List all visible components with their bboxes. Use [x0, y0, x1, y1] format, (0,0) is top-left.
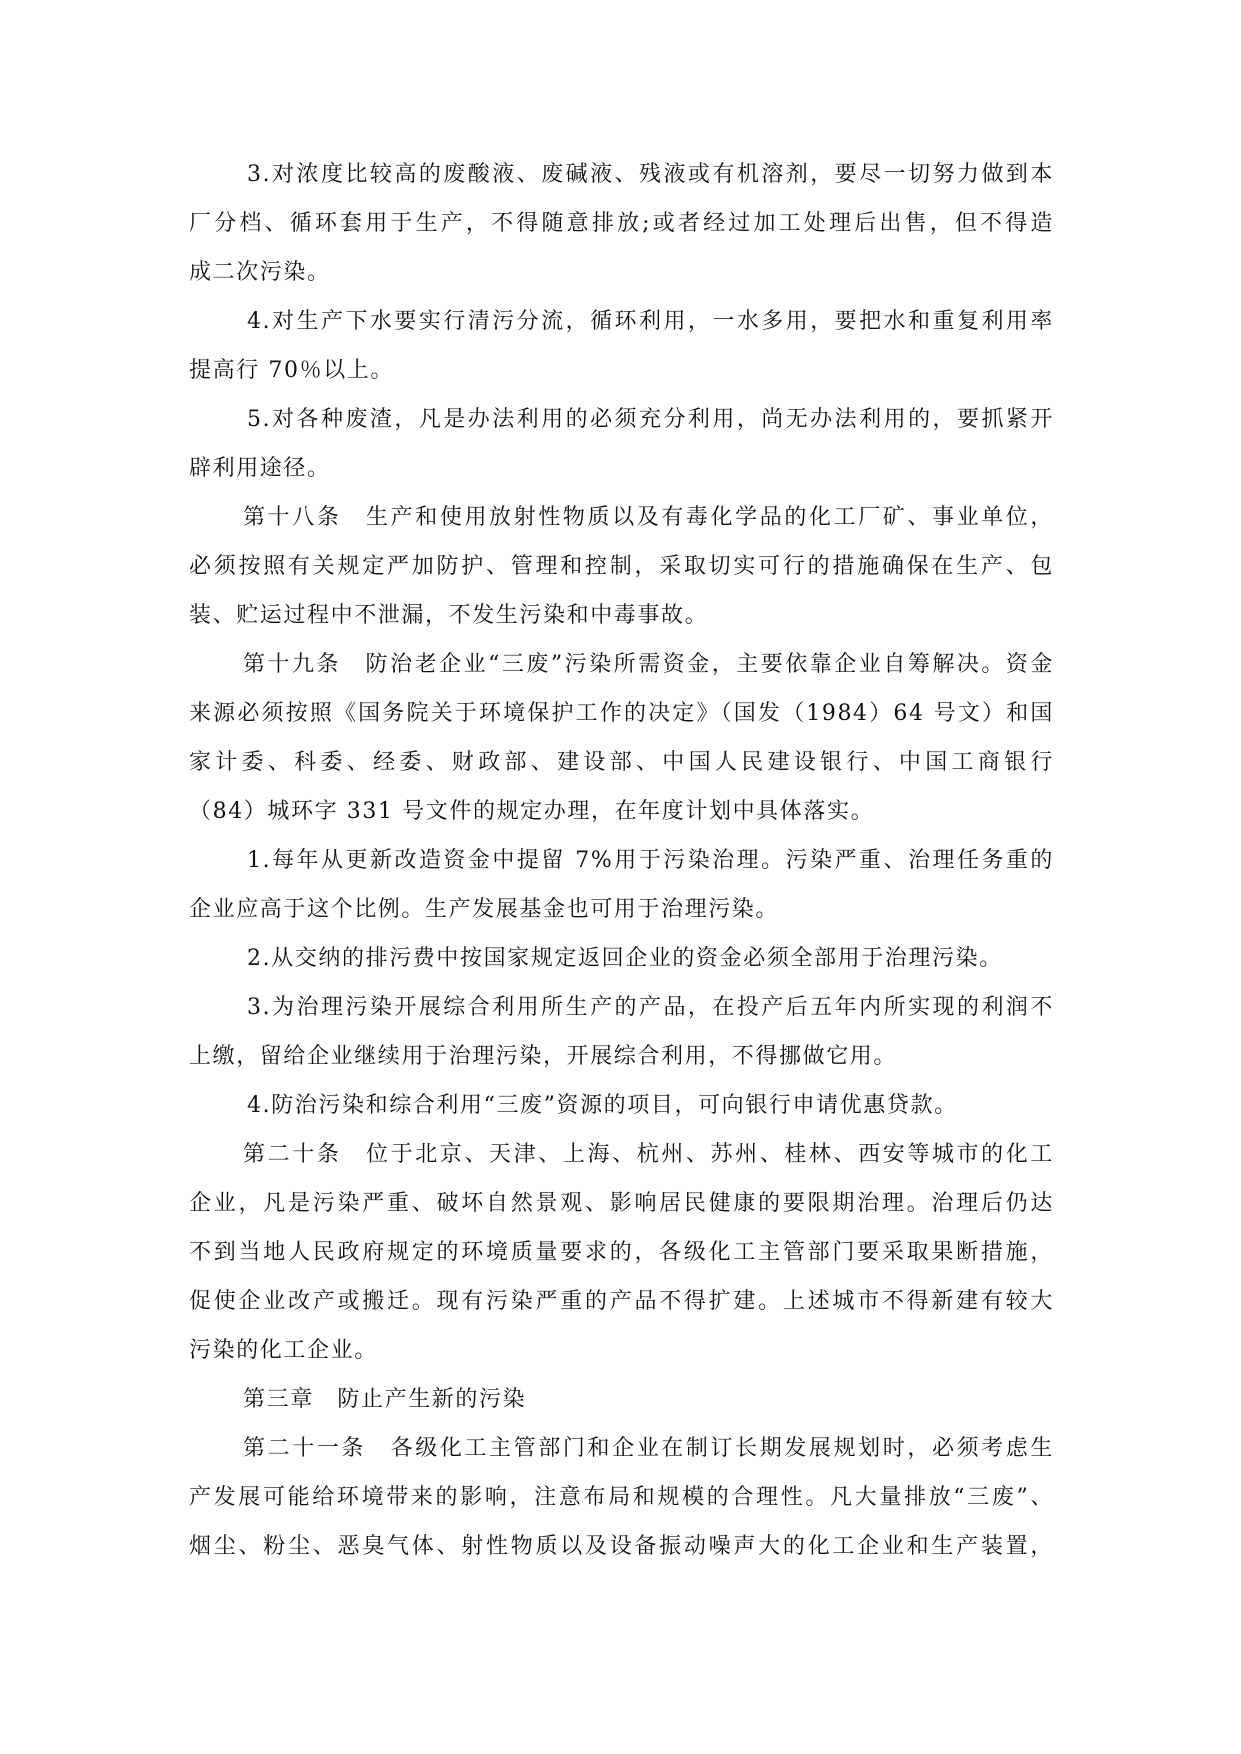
text-line: 4.防治污染和综合利用“三废”资源的项目，可向银行申请优惠贷款。: [247, 1093, 958, 1118]
text-line: 装、贮运过程中不泄漏，不发生污染和中毒事故。: [189, 603, 709, 628]
article-heading-line: 第二十条 位于北京、天津、上海、杭州、苏州、桂林、西安等城市的化工: [243, 1142, 1054, 1167]
text-line: 厂分档、循环套用于生产，不得随意排放;或者经过加工处理后出售，但不得造: [189, 211, 1054, 236]
article-heading-line: 第十九条 防治老企业“三废”污染所需资金，主要依靠企业自筹解决。资金: [243, 652, 1054, 677]
text-line: 促使企业改产或搬迁。现有污染严重的产品不得扩建。上述城市不得新建有较大: [189, 1289, 1054, 1314]
text-line: 3.为治理污染开展综合利用所生产的产品，在投产后五年内所实现的利润不: [247, 995, 1054, 1020]
text-line: 烟尘、粉尘、恶臭气体、射性物质以及设备振动噪声大的化工企业和生产装置，: [189, 1534, 1054, 1559]
text-line: 5.对各种废渣，凡是办法利用的必须充分利用，尚无办法利用的，要抓紧开: [247, 407, 1054, 432]
text-line: 1.每年从更新改造资金中提留 7%用于污染治理。污染严重、治理任务重的: [247, 848, 1054, 873]
text-line: 4.对生产下水要实行清污分流，循环利用，一水多用，要把水和重复利用率: [247, 309, 1054, 334]
text-line: 提高行 70％以上。: [189, 358, 394, 383]
text-line: 产发展可能给环境带来的影响，注意布局和规模的合理性。凡大量排放“三废”、: [189, 1485, 1054, 1510]
text-line: 不到当地人民政府规定的环境质量要求的，各级化工主管部门要采取果断措施，: [189, 1240, 1054, 1265]
text-line: 2.从交纳的排污费中按国家规定返回企业的资金必须全部用于治理污染。: [247, 946, 1003, 971]
text-line: 成二次污染。: [189, 260, 331, 285]
text-line: 辟利用途径。: [189, 456, 331, 481]
article-heading-line: 第二十一条 各级化工主管部门和企业在制订长期发展规划时，必须考虑生: [243, 1436, 1054, 1461]
text-line: 来源必须按照《国务院关于环境保护工作的决定》（国发（1984）64 号文）和国: [189, 701, 1054, 726]
text-line: 上缴，留给企业继续用于治理污染，开展综合利用，不得挪做它用。: [189, 1044, 898, 1069]
text-line: 污染的化工企业。: [189, 1338, 378, 1363]
chapter-heading: 第三章 防止产生新的污染: [243, 1387, 527, 1412]
article-heading-line: 第十八条 生产和使用放射性物质以及有毒化学品的化工厂矿、事业单位，: [243, 505, 1054, 530]
text-line: 企业应高于这个比例。生产发展基金也可用于治理污染。: [189, 897, 780, 922]
text-line: 企业，凡是污染严重、破坏自然景观、影响居民健康的要限期治理。治理后仍达: [189, 1191, 1054, 1216]
text-line: 家计委、科委、经委、财政部、建设部、中国人民建设银行、中国工商银行: [189, 750, 1054, 775]
text-line: 3.对浓度比较高的废酸液、废碱液、残液或有机溶剂，要尽一切努力做到本: [247, 162, 1054, 187]
text-line: （84）城环字 331 号文件的规定办理，在年度计划中具体落实。: [189, 799, 875, 824]
text-line: 必须按照有关规定严加防护、管理和控制，采取切实可行的措施确保在生产、包: [189, 554, 1054, 579]
